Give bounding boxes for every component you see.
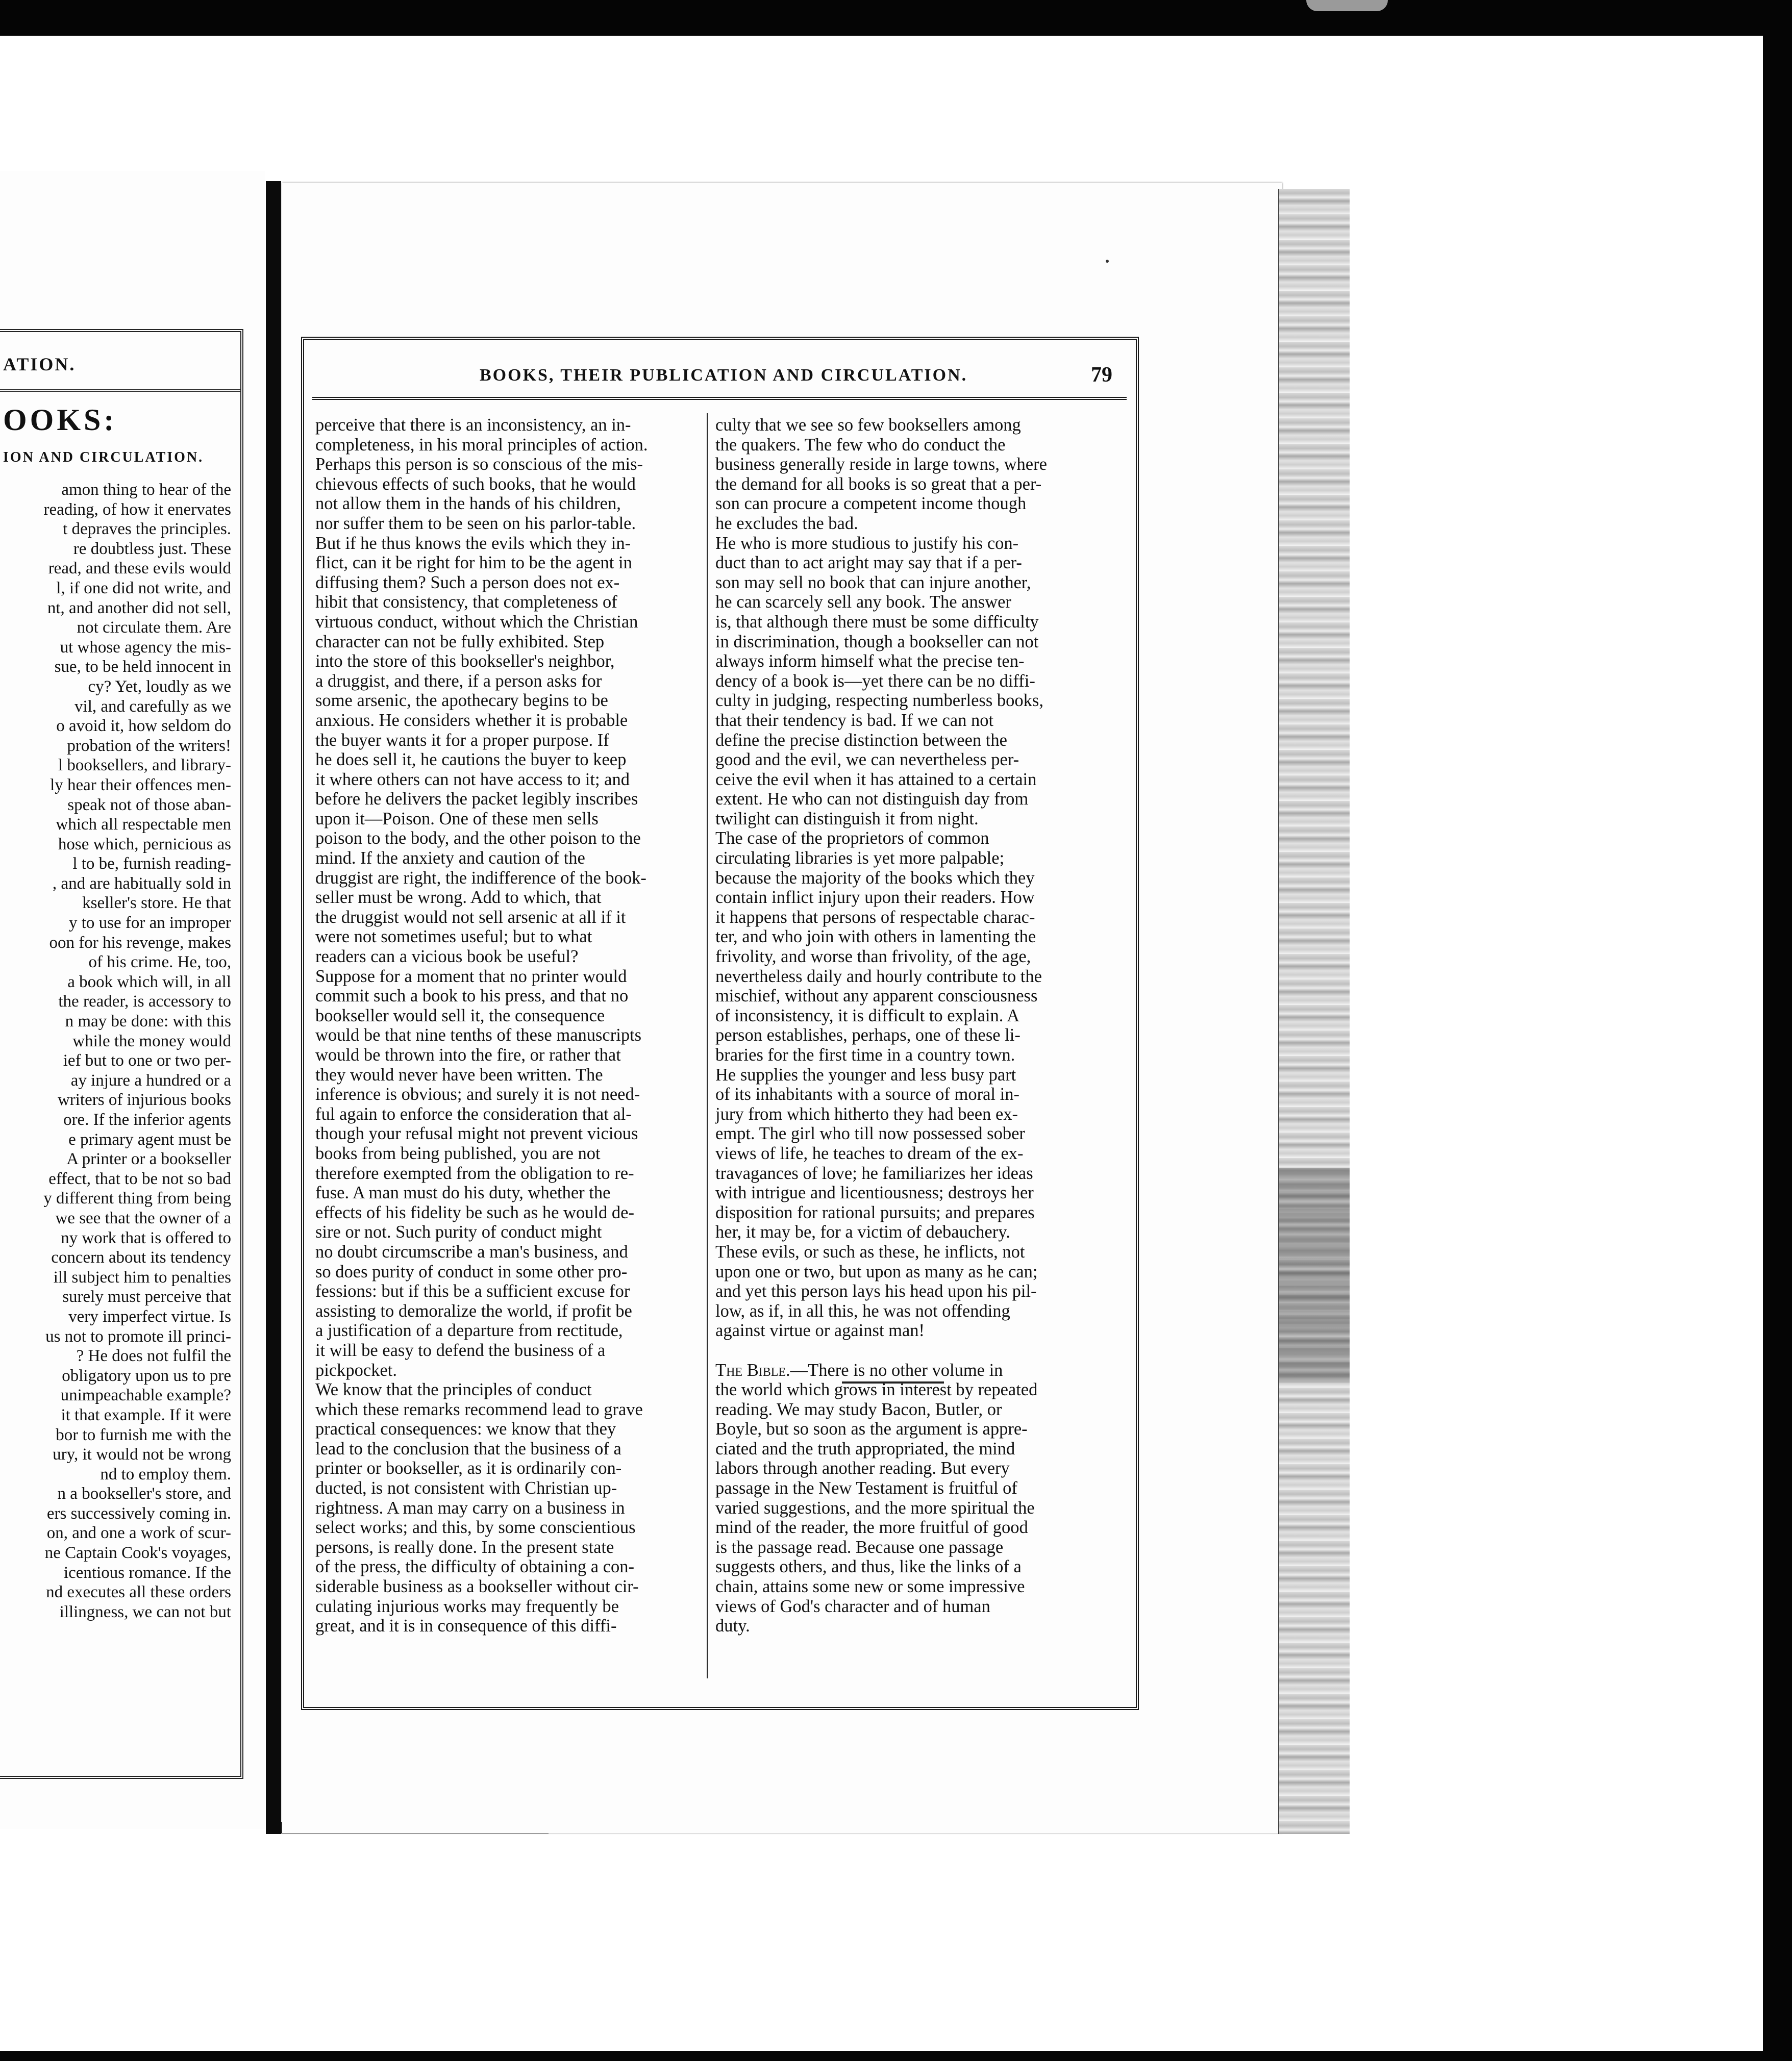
text-line: icentious romance. If the xyxy=(63,1563,231,1582)
text-line: poison to the body, and the other poison to the xyxy=(315,828,641,848)
text-line: He supplies the younger and less busy part xyxy=(715,1065,1016,1085)
text-line: of its inhabitants with a source of moral in- xyxy=(715,1085,1019,1104)
text-line: The case of the proprietors of common xyxy=(715,828,989,848)
left-page-frame xyxy=(0,329,243,1779)
text-line: is the passage read. Because one passage xyxy=(715,1537,1004,1557)
text-line: therefore exempted from the obligation to re- xyxy=(315,1163,634,1183)
text-line: pickpocket. xyxy=(315,1360,397,1380)
section-gap xyxy=(715,1341,1111,1361)
text-line: y to use for an improper xyxy=(69,914,231,933)
text-line: mind of the reader, the more fruitful of good xyxy=(715,1518,1028,1538)
text-line: oon for his revenge, makes xyxy=(49,933,231,952)
text-line: braries for the first time in a country town. xyxy=(715,1045,1015,1065)
text-line: Suppose for a moment that no printer would xyxy=(315,966,627,986)
text-line: duty. xyxy=(715,1616,750,1636)
text-line: l to be, furnish reading- xyxy=(72,854,231,873)
left-running-head: ATION. xyxy=(3,354,76,374)
text-line: ducted, is not consistent with Christian up- xyxy=(315,1478,617,1498)
text-line: practical consequences: we know that they xyxy=(315,1419,616,1439)
text-line: printer or bookseller, as it is ordinarily con- xyxy=(315,1459,622,1478)
text-line: contain inflict injury upon their readers. How xyxy=(715,888,1035,908)
text-line: n may be done: with this xyxy=(65,1012,231,1031)
page-edges xyxy=(1278,189,1350,1834)
text-line: l, if one did not write, and xyxy=(56,579,231,597)
text-line: Boyle, but so soon as the argument is appre- xyxy=(715,1419,1028,1439)
text-line: views of God's character and of human xyxy=(715,1596,990,1616)
text-line: ill subject him to penalties xyxy=(53,1268,231,1287)
text-line: vil, and carefully as we xyxy=(74,697,231,716)
text-line: chain, attains some new or some impressive xyxy=(715,1577,1025,1597)
text-line: e primary agent must be xyxy=(68,1130,231,1149)
text-line: though your refusal might not prevent vicious xyxy=(315,1124,638,1144)
running-head-title: BOOKS, THEIR PUBLICATION AND CIRCULATION. xyxy=(480,366,968,385)
text-line: some arsenic, the apothecary begins to be xyxy=(315,691,608,711)
text-line: into the store of this bookseller's neighbor, xyxy=(315,651,615,671)
head-rule xyxy=(312,397,1127,400)
page-number: 79 xyxy=(1091,363,1112,387)
text-line: sire or not. Such purity of conduct might xyxy=(315,1222,602,1242)
text-line: frivolity, and worse than frivolity, of the age, xyxy=(715,947,1031,967)
text-line: probation of the writers! xyxy=(67,736,231,755)
text-line: a druggist, and there, if a person asks for xyxy=(315,671,602,691)
text-line: it will be easy to defend the business of a xyxy=(315,1340,606,1360)
text-line: persons, is really done. In the present state xyxy=(315,1537,614,1557)
text-line: l booksellers, and library- xyxy=(58,756,231,775)
text-line: flict, can it be right for him to be the agent in xyxy=(315,553,632,573)
text-line: re doubtless just. These xyxy=(73,539,231,558)
text-line: great, and it is in consequence of this diffi- xyxy=(315,1616,617,1636)
text-line: dency of a book is—yet there can be no diffi- xyxy=(715,671,1035,691)
text-line: would be thrown into the fire, or rather that xyxy=(315,1045,621,1065)
scan-speck xyxy=(1106,260,1109,263)
text-line: were not sometimes useful; but to what xyxy=(315,927,592,947)
text-line: , and are habitually sold in xyxy=(52,874,231,893)
section-separator xyxy=(842,1381,944,1384)
text-line: He who is more studious to justify his con- xyxy=(715,533,1019,553)
text-line: is, that although there must be some difficulty xyxy=(715,612,1039,632)
text-line: son can procure a competent income though xyxy=(715,494,1027,514)
text-line: surely must perceive that xyxy=(62,1288,231,1306)
scan-smudge xyxy=(1306,0,1388,11)
left-article-subtitle: ION AND CIRCULATION. xyxy=(3,449,204,465)
bible-text: —There is no other volume in xyxy=(790,1360,1003,1380)
text-column-left xyxy=(315,415,698,1636)
text-line: cy? Yet, loudly as we xyxy=(88,677,231,696)
text-line: business generally reside in large towns, where xyxy=(715,455,1047,474)
text-line: upon one or two, but upon as many as he can; xyxy=(715,1262,1038,1281)
text-line: extent. He who can not distinguish day from xyxy=(715,789,1029,809)
text-line: But if he thus knows the evils which they in- xyxy=(315,533,631,553)
book-gutter xyxy=(266,181,281,1834)
text-line: would be that nine tenths of these manuscripts xyxy=(315,1025,642,1045)
text-line: ceive the evil when it has attained to a certain xyxy=(715,769,1037,789)
text-line: rightness. A man may carry on a business in xyxy=(315,1498,625,1518)
text-line: suggests others, and thus, like the links of a xyxy=(715,1557,1022,1577)
text-line: upon it—Poison. One of these men sells xyxy=(315,809,599,828)
text-line: ers successively coming in. xyxy=(46,1504,231,1523)
text-line: against virtue or against man! xyxy=(715,1321,925,1341)
text-line: ut whose agency the mis- xyxy=(60,638,231,657)
text-line: that their tendency is bad. If we can not xyxy=(715,710,994,730)
left-page xyxy=(0,171,265,1829)
text-line: obligatory upon us to pre xyxy=(62,1366,231,1385)
text-line: the reader, is accessory to xyxy=(58,992,231,1011)
text-line: with intrigue and licentiousness; destroys her xyxy=(715,1183,1034,1203)
text-line: hibit that consistency, that completeness of xyxy=(315,592,617,612)
text-line xyxy=(715,1361,1111,1380)
text-line: good and the evil, we can nevertheless per- xyxy=(715,750,1019,770)
text-line: travagances of love; he familiarizes her ideas xyxy=(715,1163,1033,1183)
text-line: ny work that is offered to xyxy=(61,1228,231,1247)
text-line: ay injure a hundred or a xyxy=(70,1071,231,1090)
page-edge-line xyxy=(1278,189,1279,1834)
text-line: These evils, or such as these, he inflicts, not xyxy=(715,1242,1025,1262)
text-line: read, and these evils would xyxy=(48,559,231,578)
text-line: speak not of those aban- xyxy=(67,795,231,814)
text-line: nevertheless daily and hourly contribute to the xyxy=(715,966,1042,986)
text-line: because the majority of the books which they xyxy=(715,868,1035,888)
text-line: it that example. If it were xyxy=(61,1405,231,1424)
text-line: culating injurious works may frequently be xyxy=(315,1596,619,1616)
page-edges-shadow xyxy=(1278,1168,1350,1383)
left-text-column xyxy=(0,480,231,1622)
text-line: person establishes, perhaps, one of these li- xyxy=(715,1025,1021,1045)
text-line: us not to promote ill princi- xyxy=(45,1327,231,1346)
text-line: it where others can not have access to it; and xyxy=(315,769,630,789)
text-line: effects of his fidelity be such as he would de- xyxy=(315,1202,634,1222)
text-line: duct than to act aright may say that if a per- xyxy=(715,553,1022,573)
text-line: empt. The girl who till now possessed sober xyxy=(715,1124,1025,1144)
running-head xyxy=(316,363,1112,396)
text-line: reading. We may study Bacon, Butler, or xyxy=(715,1399,1002,1419)
left-article-title: OOKS: xyxy=(3,403,117,437)
text-line: jury from which hitherto they had been ex- xyxy=(715,1104,1018,1124)
text-line: readers can a vicious book be useful? xyxy=(315,947,579,967)
text-line: before he delivers the packet legibly inscribes xyxy=(315,789,638,809)
text-line: the quakers. The few who do conduct the xyxy=(715,435,1006,455)
text-line: ore. If the inferior agents xyxy=(63,1111,231,1129)
text-line: nor suffer them to be seen on his parlor-table. xyxy=(315,513,636,533)
text-line: fuse. A man must do his duty, whether the xyxy=(315,1183,611,1203)
text-line: it happens that persons of respectable charac- xyxy=(715,907,1035,927)
text-line: lead to the conclusion that the business of a xyxy=(315,1439,621,1459)
text-line: anxious. He considers whether it is probable xyxy=(315,710,628,730)
text-line: hose which, pernicious as xyxy=(58,835,231,853)
text-line: concern about its tendency xyxy=(51,1248,231,1267)
text-line: the demand for all books is so great that a per- xyxy=(715,474,1042,494)
text-line: character can not be fully exhibited. Step xyxy=(315,632,605,651)
text-line: unimpeachable example? xyxy=(60,1386,231,1405)
text-line: which all respectable men xyxy=(56,815,231,834)
text-line: not circulate them. Are xyxy=(77,618,231,637)
text-line: while the money would xyxy=(72,1032,231,1050)
text-line: mischief, without any apparent consciousness xyxy=(715,986,1038,1006)
text-line: not allow them in the hands of his children, xyxy=(315,494,621,514)
text-line: fessions: but if this be a sufficient excuse for xyxy=(315,1281,630,1301)
text-line: culty in judging, respecting numberless books, xyxy=(715,691,1043,711)
text-line: twilight can distinguish it from night. xyxy=(715,809,979,828)
text-line: writers of injurious books xyxy=(57,1091,231,1110)
text-line: views of life, he teaches to dream of the ex- xyxy=(715,1143,1024,1163)
text-line: which these remarks recommend lead to grave xyxy=(315,1399,643,1419)
text-line: always inform himself what the precise ten- xyxy=(715,651,1025,671)
text-line: nt, and another did not sell, xyxy=(47,598,231,617)
text-line: We know that the principles of conduct xyxy=(315,1380,592,1400)
text-line: druggist are right, the indifference of the book- xyxy=(315,868,646,888)
text-line: chievous effects of such books, that he would xyxy=(315,474,636,494)
text-line: labors through another reading. But every xyxy=(715,1459,1010,1478)
text-line: n a bookseller's store, and xyxy=(57,1485,231,1503)
text-line: ury, it would not be wrong xyxy=(53,1445,231,1464)
text-line: amon thing to hear of the xyxy=(61,481,231,499)
text-line: perceive that there is an inconsistency, an in- xyxy=(315,415,631,435)
text-line: of inconsistency, it is difficult to explain. A xyxy=(715,1006,1020,1025)
text-line: completeness, in his moral principles of action. xyxy=(315,435,648,455)
text-line: he does sell it, he cautions the buyer to keep xyxy=(315,750,627,770)
text-line: of the press, the difficulty of obtaining a con- xyxy=(315,1557,634,1577)
text-line: low, as if, in all this, he was not offending xyxy=(715,1301,1010,1321)
text-line: illingness, we can not but xyxy=(59,1602,231,1621)
text-line: ter, and who join with others in lamenting the xyxy=(715,927,1036,947)
text-line: ief but to one or two per- xyxy=(63,1051,231,1070)
text-line: ciated and the truth appropriated, the mind xyxy=(715,1439,1015,1459)
text-line: nd to employ them. xyxy=(100,1465,231,1484)
text-line: disposition for rational pursuits; and prepares xyxy=(715,1202,1035,1222)
text-line: reading, of how it enervates xyxy=(43,500,231,519)
text-line: o avoid it, how seldom do xyxy=(56,717,231,736)
text-line: bookseller would sell it, the consequence xyxy=(315,1006,605,1025)
text-column-right xyxy=(715,415,1111,1636)
text-line: y different thing from being xyxy=(43,1189,231,1208)
text-line: passage in the New Testament is fruitful of xyxy=(715,1478,1017,1498)
text-line: varied suggestions, and the more spiritual the xyxy=(715,1498,1035,1518)
text-line: kseller's store. He that xyxy=(82,894,231,913)
column-rule xyxy=(707,413,708,1678)
text-line: nd executes all these orders xyxy=(46,1583,231,1602)
text-line: circulating libraries is yet more palpable; xyxy=(715,848,1005,868)
text-line: commit such a book to his press, and that no xyxy=(315,986,629,1006)
text-line: on, and one a work of scur- xyxy=(46,1524,231,1543)
text-line: virtuous conduct, without which the Christian xyxy=(315,612,638,632)
text-line: very imperfect virtue. Is xyxy=(68,1307,231,1326)
text-line: ful again to enforce the consideration that al- xyxy=(315,1104,632,1124)
text-line: her, it may be, for a victim of debauchery. xyxy=(715,1222,1010,1242)
text-line: a book which will, in all xyxy=(67,972,231,991)
text-line: seller must be wrong. Add to which, that xyxy=(315,888,602,908)
text-line: culty that we see so few booksellers among xyxy=(715,415,1021,435)
text-line: diffusing them? Such a person does not ex- xyxy=(315,572,620,592)
text-line: A printer or a bookseller xyxy=(66,1150,231,1169)
text-line: mind. If the anxiety and caution of the xyxy=(315,848,585,868)
text-line: they would never have been written. The xyxy=(315,1065,603,1085)
bible-heading: The Bible. xyxy=(715,1360,790,1380)
text-line: the druggist would not sell arsenic at all if it xyxy=(315,907,626,927)
text-line: inference is obvious; and surely it is not need- xyxy=(315,1085,640,1104)
text-line: sue, to be held innocent in xyxy=(54,658,231,676)
text-line: we see that the owner of a xyxy=(55,1209,231,1227)
text-line: he excludes the bad. xyxy=(715,513,858,533)
text-line: so does purity of conduct in some other pro- xyxy=(315,1262,628,1281)
text-line: effect, that to be not so bad xyxy=(48,1169,231,1188)
text-line: assisting to demoralize the world, if profit be xyxy=(315,1301,632,1321)
text-line: define the precise distinction between the xyxy=(715,730,1007,750)
text-line: the world which grows in interest by repeated xyxy=(715,1380,1038,1400)
text-line: siderable business as a bookseller without cir- xyxy=(315,1577,639,1597)
text-line: books from being published, you are not xyxy=(315,1143,601,1163)
text-line: ly hear their offences men- xyxy=(50,775,231,794)
text-line: son may sell no book that can injure another, xyxy=(715,572,1031,592)
text-line: no doubt circumscribe a man's business, and xyxy=(315,1242,628,1262)
text-line: select works; and this, by some conscientious xyxy=(315,1518,636,1538)
text-line: and yet this person lays his head upon his pil- xyxy=(715,1281,1037,1301)
text-line: in discrimination, though a bookseller can not xyxy=(715,632,1039,651)
text-line: bor to furnish me with the xyxy=(56,1425,231,1444)
text-line: Perhaps this person is so conscious of the mis- xyxy=(315,455,643,474)
text-line: a justification of a departure from rectitude, xyxy=(315,1321,623,1341)
text-line: he can scarcely sell any book. The answer xyxy=(715,592,1011,612)
text-line: ? He does not fulfil the xyxy=(76,1347,231,1366)
text-line: t depraves the principles. xyxy=(63,520,231,539)
text-line: of his crime. He, too, xyxy=(88,953,231,972)
left-head-rule xyxy=(0,389,240,392)
text-line: ne Captain Cook's voyages, xyxy=(44,1544,231,1563)
text-line: the buyer wants it for a proper purpose. If xyxy=(315,730,609,750)
